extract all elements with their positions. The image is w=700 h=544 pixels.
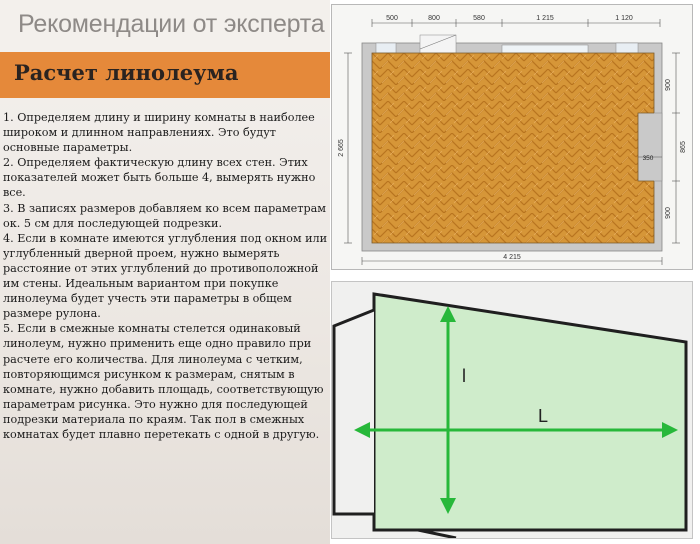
room-diagram (332, 282, 692, 538)
dim-notch: 350 (642, 155, 654, 162)
dim-top-4: 1 215 (536, 15, 554, 22)
dim-bottom: 4 215 (503, 254, 521, 261)
header-title: Рекомендации от эксперта (18, 10, 325, 38)
floor-plan-panel (331, 4, 693, 270)
length-label: L (538, 406, 549, 426)
dim-right-1: 900 (665, 79, 672, 91)
dim-right-3: 900 (665, 207, 672, 219)
dim-top-1: 500 (386, 15, 398, 22)
dim-top-5: 1 120 (615, 15, 633, 22)
floor-plan-drawing (332, 5, 692, 269)
section-title-bar (0, 52, 330, 98)
dim-left: 2 665 (338, 139, 345, 157)
paragraph-1: 1. Определяем длину и ширину комнаты в наиболее широком и длинном направлениях. Это будут основные параметры. (3, 111, 315, 155)
width-label: l (462, 366, 466, 386)
paragraph-4: 4. Если в комнате имеются углубления под окном или углубленный дверной проем, нужно вымерять расстояние от этих углублений до противоположной им стены. Идеальным вариантом при покупке линолеума будет учесть эти параметры в общем размере рулона. (3, 231, 328, 321)
paragraph-2: 2. Определяем фактическую длину всех стен. Этих показателей может быть больше 4, вымерять нужно все. (3, 156, 316, 200)
dim-right-2: 865 (680, 141, 687, 153)
instructions-text (3, 110, 328, 442)
dim-top-3: 580 (473, 15, 485, 22)
paragraph-3: 3. В записях размеров добавляем ко всем параметрам ок. 5 см для последующей подрезки. (3, 201, 326, 230)
section-title: Расчет линолеума (14, 60, 239, 85)
dim-top-2: 800 (428, 15, 440, 22)
room-diagram-panel (331, 281, 693, 539)
paragraph-5: 5. Если в смежные комнаты стелется одинаковый линолеум, нужно применить еще одно правило при расчете его количества. Для линолеума с четким, повторяющимся рисунком к размерам, снятым в комнате, нужно добавить площадь, соответствующую параметрам рисунка. Это нужно для последующей подрезки материала по краям. Так пол в смежных комнатах будет плавно перетекать с одной в другую. (3, 322, 324, 441)
header (0, 0, 330, 52)
